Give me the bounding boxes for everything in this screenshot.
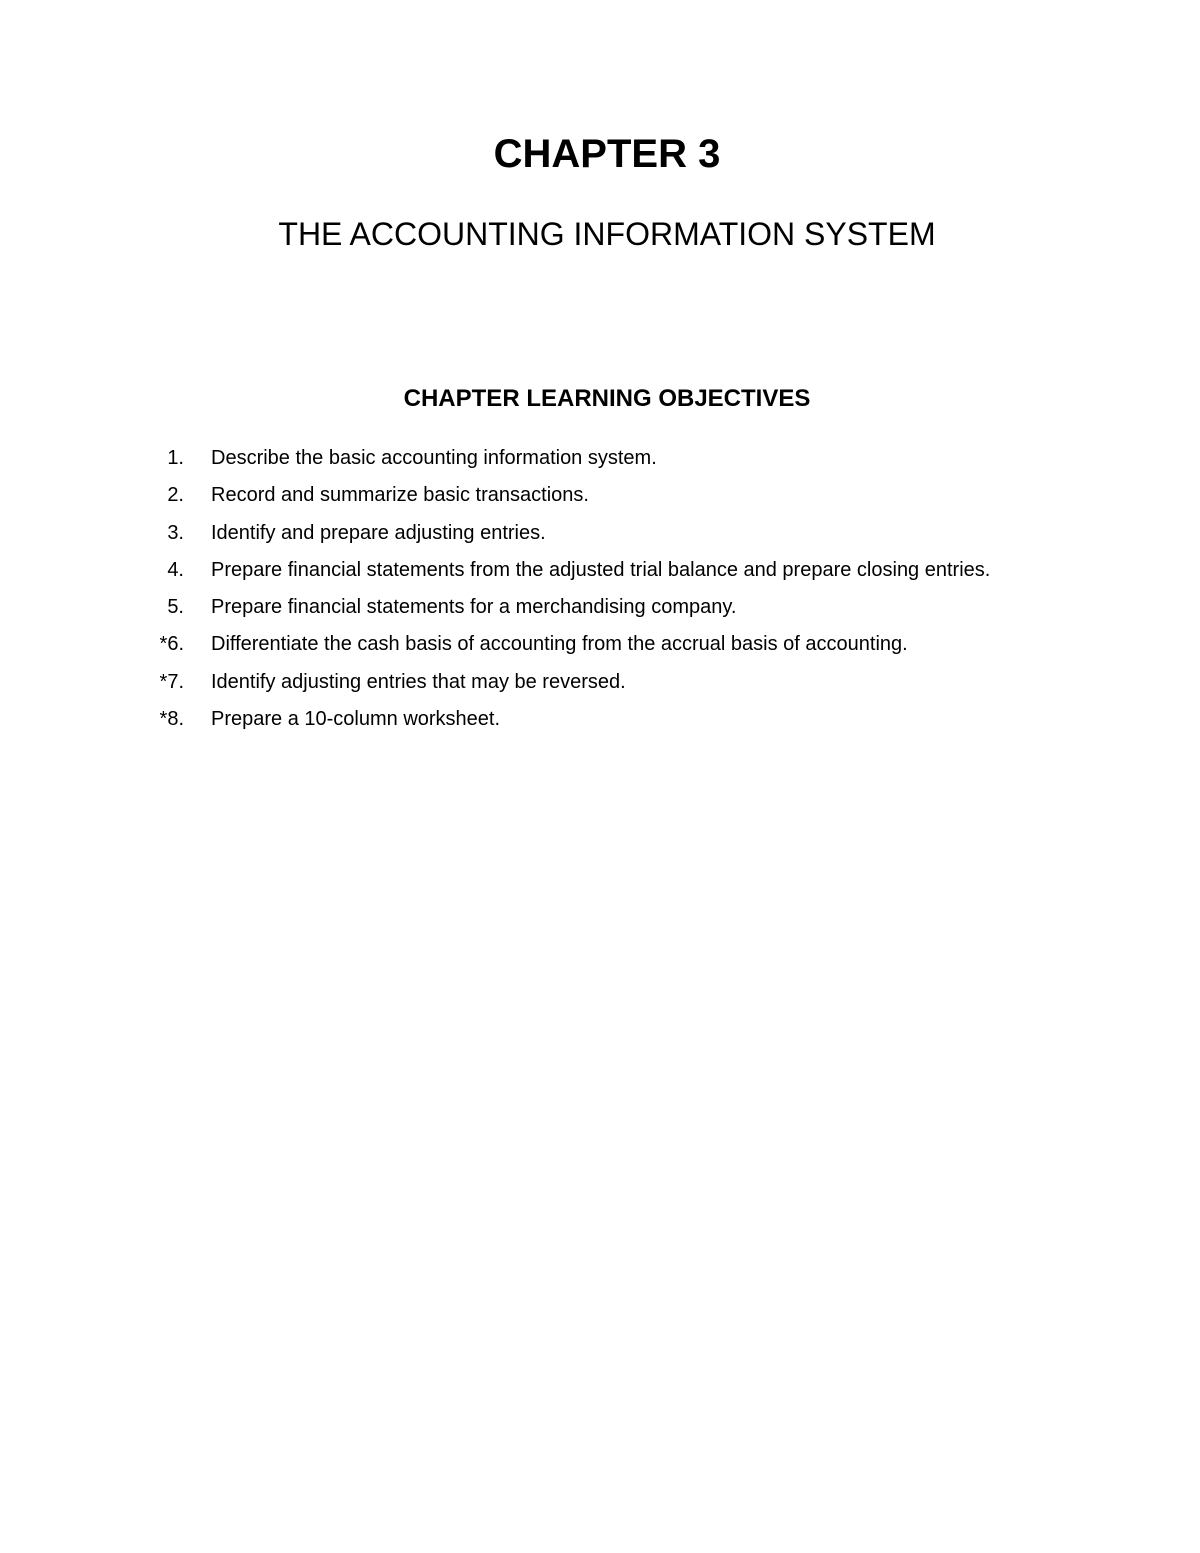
objective-item xyxy=(0,702,1200,739)
objective-number: 1. xyxy=(167,447,184,469)
objective-item xyxy=(0,478,1200,515)
objective-text: Prepare a 10-column worksheet. xyxy=(211,708,501,731)
objectives-list xyxy=(0,441,1200,739)
objective-text: Differentiate the cash basis of accounting from the accrual basis of accounting. xyxy=(211,633,908,656)
objective-item xyxy=(0,441,1200,478)
objective-number: 5. xyxy=(167,596,184,619)
objective-number: *7. xyxy=(159,670,184,693)
objective-text: Prepare financial statements for a merchandising company. xyxy=(211,596,737,619)
chapter-subtitle: THE ACCOUNTING INFORMATION SYSTEM xyxy=(278,216,936,252)
objective-text: Identify and prepare adjusting entries. xyxy=(211,521,546,544)
objective-text: Describe the basic accounting information system. xyxy=(211,447,657,469)
objective-text: Record and summarize basic transactions. xyxy=(211,484,589,507)
objective-text: Prepare financial statements from the adjusted trial balance and prepare closing entries. xyxy=(211,558,991,581)
objective-item xyxy=(0,665,1200,702)
objective-item xyxy=(0,516,1200,553)
objective-number: 4. xyxy=(167,558,184,581)
objective-number: 3. xyxy=(167,521,184,544)
objective-number: *6. xyxy=(159,633,184,656)
objective-item xyxy=(0,590,1200,627)
objectives-heading: CHAPTER LEARNING OBJECTIVES xyxy=(403,385,811,412)
objective-item xyxy=(0,627,1200,664)
objective-number: *8. xyxy=(159,708,184,731)
objective-text: Identify adjusting entries that may be reversed. xyxy=(211,670,626,693)
objective-item xyxy=(0,553,1200,590)
chapter-title: CHAPTER 3 xyxy=(493,132,721,176)
objective-number: 2. xyxy=(167,484,184,507)
